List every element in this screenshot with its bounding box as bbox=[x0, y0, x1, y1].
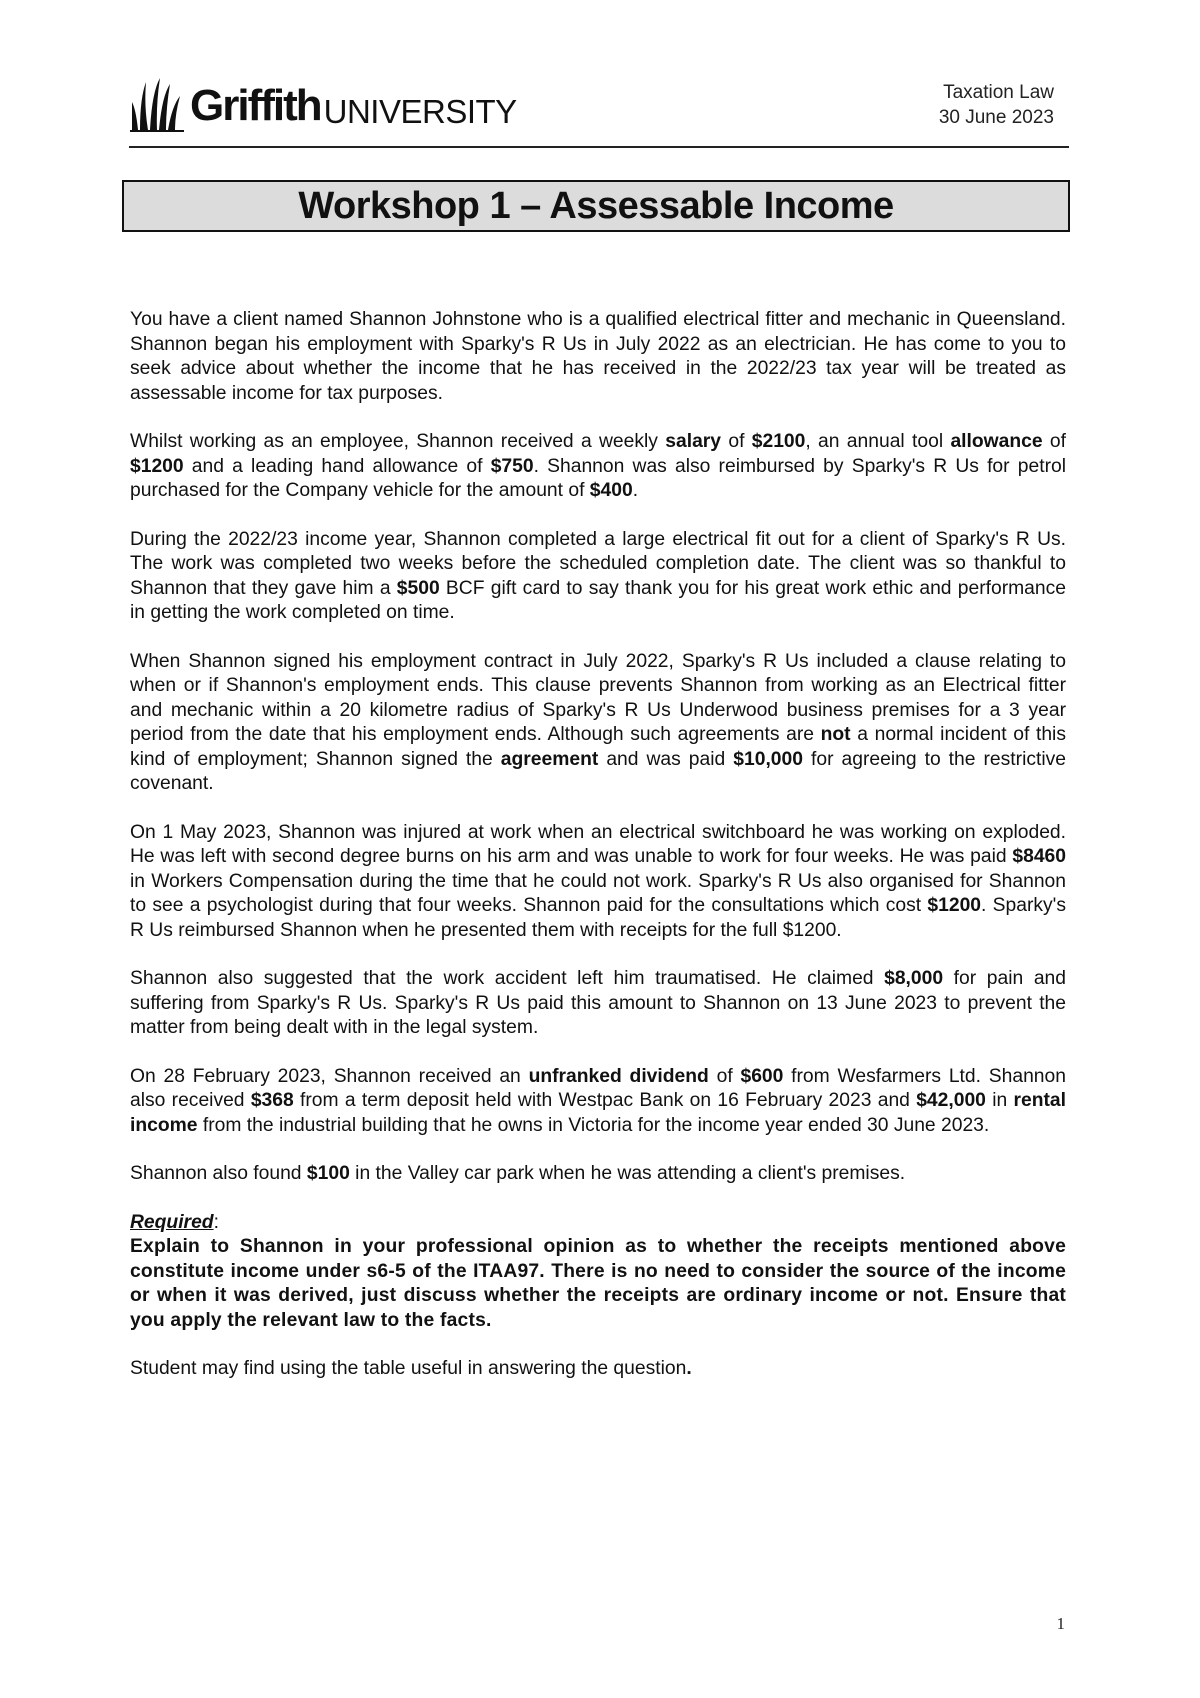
document-body bbox=[130, 308, 1066, 1406]
paragraph-pain-suffering: Shannon also suggested that the work accident left him traumatised. He claimed $8,000 for pain and suffering from Sparky's R Us. Sparky's R Us paid this amount to Shannon on 13 June 2023 to prevent the matter from being dealt with in the legal system. bbox=[130, 968, 1066, 1038]
paragraph-salary: Whilst working as an employee, Shannon received a weekly salary of $2100, an annual tool allowance of $1200 and a leading hand allowance of $750. Shannon was also reimbursed by Sparky's R Us for petrol purchased for the Company vehicle for the amount of $400. bbox=[130, 431, 1067, 501]
paragraph-found-money: Shannon also found $100 in the Valley car park when he was attending a client's premises. bbox=[130, 1163, 906, 1184]
paragraph-restrictive-covenant: When Shannon signed his employment contract in July 2022, Sparky's R Us included a clause relating to when or if Shannon's employment ends. This clause prevents Shannon from working as an Electrical fitter and mechanic within a 20 kilometre radius of Sparky's R Us Underwood business premises for a 3 year period from the date that his employment ends. Although such agreements are not a normal incident of this kind of employment; Shannon signed the agreement and was paid $10,000 for agreeing to the restrictive covenant. bbox=[130, 650, 1066, 794]
page-title: Workshop 1 – Assessable Income bbox=[298, 184, 894, 227]
required-instructions: Explain to Shannon in your professional opinion as to whether the receipts mentioned above constitute income under s6-5 of the ITAA97. There is no need to consider the source of the income or when it was derived, just discuss whether the receipts are ordinary income or not. Ensure that you apply the relevant law to the facts. bbox=[130, 1236, 1066, 1331]
header-divider bbox=[129, 146, 1069, 148]
paragraph-gift-card: During the 2022/23 income year, Shannon completed a large electrical fit out for a client of Sparky's R Us. The work was completed two weeks before the scheduled completion date. The client was so thankful to Shannon that they gave him a $500 BCF gift card to say thank you for his great work ethic and performance in getting the work completed on time. bbox=[130, 528, 1066, 623]
paragraph-dividend-rental: On 28 February 2023, Shannon received an unfranked dividend of $600 from Wesfarmers Ltd. Shannon also received $368 from a term deposit held with Westpac Bank on 16 February 2023 and $42,000 in rental income from the industrial building that he owns in Victoria for the income year ended 30 June 2023. bbox=[130, 1065, 1066, 1136]
required-note: Student may find using the table useful in answering the question. bbox=[130, 1358, 692, 1379]
course-name: Taxation Law bbox=[943, 82, 1054, 103]
logo-university-text: UNIVERSITY bbox=[323, 93, 517, 130]
required-section bbox=[130, 1211, 1066, 1382]
logo-wordmark: Griffith bbox=[190, 81, 321, 130]
page-number: 1 bbox=[1056, 1614, 1065, 1633]
header-meta bbox=[939, 80, 1054, 130]
document-date: 30 June 2023 bbox=[938, 107, 1054, 128]
griffith-leaf-icon bbox=[128, 76, 186, 132]
paragraph-intro: You have a client named Shannon Johnstone who is a qualified electrical fitter and mechanic in Queensland. Shannon began his employment with Sparky's R Us in July 2022 as an electrician. He has come to you to seek advice about whether the income that he has received in the 2022/23 tax year will be treated as assessable income for tax purposes. bbox=[130, 309, 1066, 404]
paragraph-workers-compensation: On 1 May 2023, Shannon was injured at work when an electrical switchboard he was working on exploded. He was left with second degree burns on his arm and was unable to work for four weeks. He was paid $8460 in Workers Compensation during the time that he could not work. Sparky's R Us also organised for Shannon to see a psychologist during that four weeks. Shannon paid for the consultations which cost $1200. Sparky's R Us reimbursed Shannon when he presented them with receipts for the full $1200. bbox=[130, 821, 1067, 941]
title-box bbox=[122, 180, 1070, 232]
required-heading: Required: bbox=[130, 1211, 219, 1233]
griffith-university-logo bbox=[128, 72, 517, 132]
